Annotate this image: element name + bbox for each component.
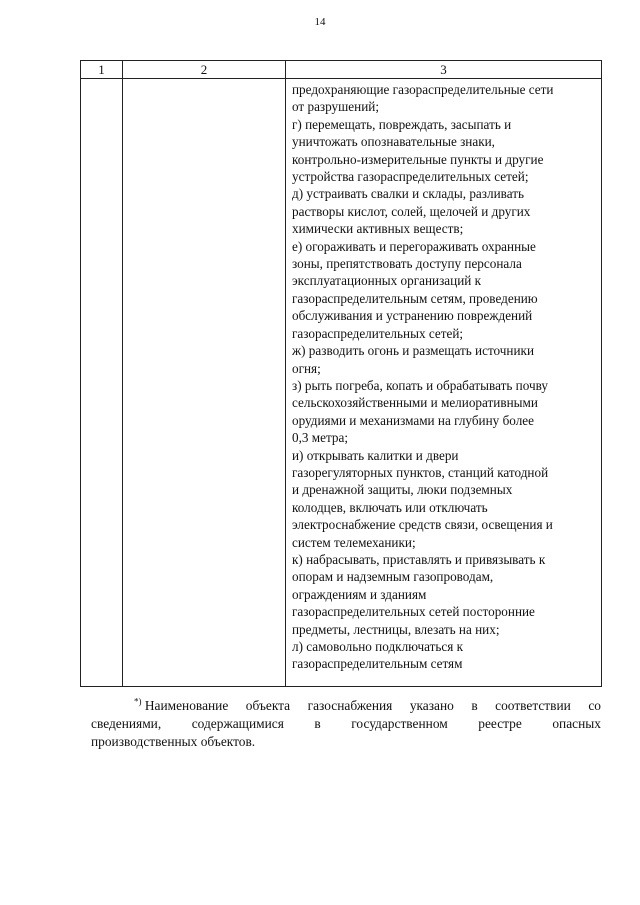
- cell-text-line: и) открывать калитки и двери: [292, 447, 459, 463]
- footnote-word: опасных: [552, 716, 601, 731]
- column-header-3: 3: [286, 61, 602, 79]
- cell-text-line: л) самовольно подключаться к: [292, 639, 464, 654]
- hazard-restrictions-table: [80, 60, 602, 687]
- cell-text-line: з) рыть погреба, копать и обрабатывать почву: [292, 377, 548, 393]
- footnote-line-3: производственных объектов.: [91, 734, 256, 749]
- footnote-word: указано: [409, 698, 454, 713]
- cell-text-line: зоны, препятствовать доступу персонала: [292, 256, 522, 272]
- cell-text-line: обслуживания и устранению повреждений: [292, 308, 533, 324]
- footnote-word: государственном: [351, 716, 448, 731]
- cell-text-line: орудиями и механизмами на глубину более: [292, 412, 534, 428]
- column-header-1: 1: [81, 61, 123, 79]
- footnote-word: соответствии: [495, 698, 571, 713]
- cell-text-line: электроснабжение средств связи, освещения и: [292, 517, 553, 533]
- footnote-word: *) Наименование: [134, 696, 229, 713]
- page-number: 14: [314, 16, 326, 28]
- footnote-marker: *): [134, 696, 142, 707]
- cell-text-line: г) перемещать, повреждать, засыпать и: [292, 116, 512, 132]
- cell-text-line: растворы кислот, солей, щелочей и других: [292, 203, 531, 219]
- cell-text-line: предохраняющие газораспределительные сети: [292, 82, 554, 97]
- cell-text-line: газораспределительным сетям: [292, 656, 463, 672]
- cell-text-line: уничтожать опознавательные знаки,: [292, 134, 495, 150]
- cell-text-line: контрольно-измерительные пункты и другие: [292, 151, 544, 167]
- cell-text-line: ограждениям и зданиям: [292, 586, 427, 602]
- column-2-cell: [123, 79, 286, 687]
- footnote-word: газоснабжения: [307, 698, 393, 713]
- footnote-word: объекта: [245, 698, 291, 713]
- table-row: [81, 79, 602, 687]
- footnote-word: в: [471, 698, 478, 713]
- footnote-word: реестре: [478, 716, 522, 731]
- column-3-cell: [286, 79, 602, 687]
- footnote-word: содержащимися: [191, 716, 284, 731]
- cell-text-line: д) устраивать свалки и склады, разливать: [292, 186, 524, 202]
- cell-text-line: газораспределительных сетей посторонние: [292, 604, 535, 620]
- cell-text-line: ж) разводить огонь и размещать источники: [292, 343, 535, 359]
- column-header-2: 2: [123, 61, 286, 79]
- cell-text-line: газораспределительных сетей;: [292, 325, 464, 341]
- cell-text-line: химически активных веществ;: [292, 221, 464, 237]
- cell-text-line: к) набрасывать, приставлять и привязывать к: [292, 551, 546, 567]
- column-1-cell: [81, 79, 123, 687]
- cell-text-line: от разрушений;: [292, 99, 379, 115]
- cell-text-line: огня;: [292, 360, 321, 376]
- cell-text-line: газораспределительным сетям, проведению: [292, 290, 538, 306]
- footnote-word: в: [314, 716, 321, 731]
- cell-text-line: систем телемеханики;: [292, 534, 416, 550]
- cell-text-line: сельскохозяйственными и мелиоративными: [292, 395, 538, 411]
- cell-text-line: устройства газораспределительных сетей;: [292, 169, 529, 185]
- cell-text-line: и дренажной защиты, люки подземных: [292, 482, 513, 498]
- footnote: [91, 697, 601, 751]
- cell-text-line: газорегуляторных пунктов, станций катодной: [292, 464, 549, 480]
- cell-text-line: 0,3 метра;: [292, 430, 349, 446]
- footnote-line-2: [91, 715, 601, 733]
- footnote-line-1: [91, 697, 601, 715]
- cell-text-line: колодцев, включать или отключать: [292, 499, 488, 515]
- cell-text-line: эксплуатационных организаций к: [292, 273, 482, 289]
- cell-text-line: е) огораживать и перегораживать охранные: [292, 238, 536, 254]
- footnote-word: со: [588, 698, 601, 713]
- table-header-row: [81, 61, 602, 79]
- cell-text-line: предметы, лестницы, влезать на них;: [292, 621, 500, 637]
- footnote-word: сведениями,: [91, 716, 162, 731]
- cell-text-line: опорам и надземным газопроводам,: [292, 569, 494, 585]
